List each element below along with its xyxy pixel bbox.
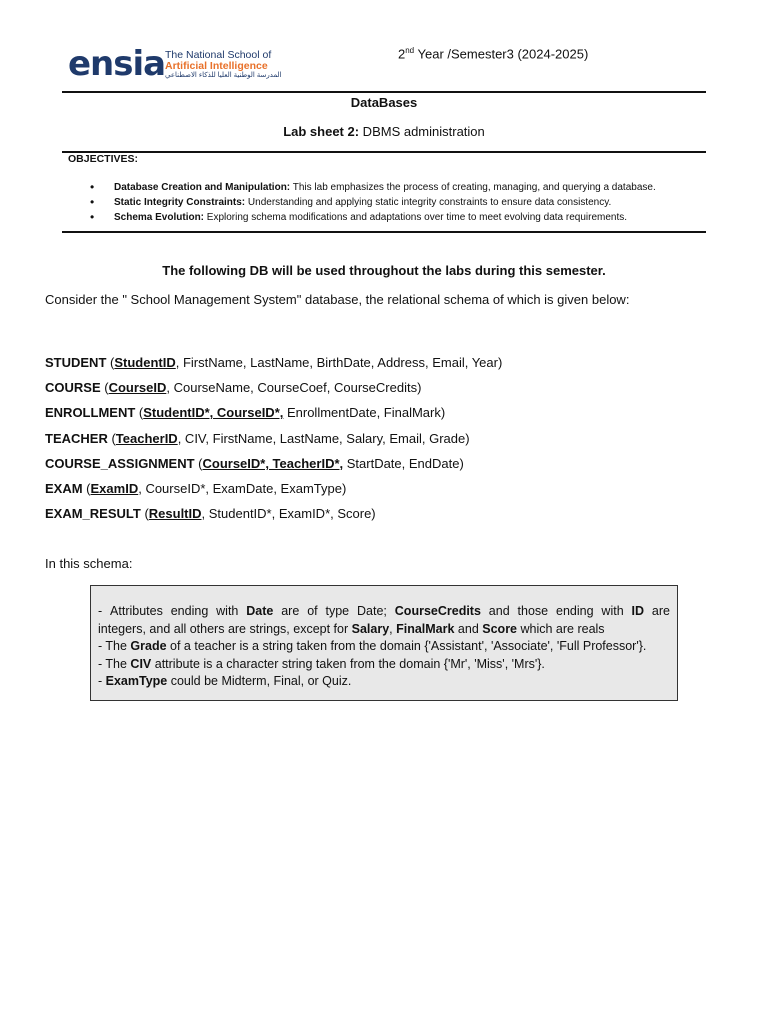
note-line-civ: - The CIV attribute is a character string taken from the domain {'Mr', 'Miss', 'Mrs'}.: [98, 656, 545, 671]
school-logo: [68, 44, 282, 84]
objectives-heading: OBJECTIVES:: [68, 153, 139, 165]
schema-exam: EXAM (ExamID, CourseID*, ExamDate, ExamType): [45, 481, 347, 497]
note-line-grade: - The Grade of a teacher is a string taken from the domain {'Assistant', 'Associate', 'Full Professor'}.: [98, 639, 647, 654]
note-line-reals: integers, and all others are strings, except for Salary, FinalMark and Score which are reals: [98, 621, 605, 636]
objectives-top-rule: [62, 151, 706, 153]
logo-line-2: Artificial Intelligence: [165, 60, 268, 72]
objective-item: • Database Creation and Manipulation: This lab emphasizes the process of creating, managing, and querying a database.: [90, 180, 706, 195]
academic-year: 2nd Year /Semester3 (2024-2025): [398, 46, 589, 62]
intro-text: Consider the " School Management System" database, the relational schema of which is given below:: [45, 292, 630, 307]
intro-heading: The following DB will be used throughout the labs during this semester.: [162, 263, 606, 278]
schema-notes-heading: In this schema:: [45, 556, 133, 571]
objective-item: • Schema Evolution: Exploring schema modifications and adaptations over time to meet evolving data requirements.: [90, 210, 706, 225]
objectives-list: [90, 180, 706, 225]
schema-student: STUDENT (StudentID, FirstName, LastName, BirthDate, Address, Email, Year): [45, 355, 503, 370]
objective-item: • Static Integrity Constraints: Understanding and applying static integrity constraints to ensure data consistency.: [90, 195, 706, 210]
course-title: DataBases: [350, 95, 418, 110]
schema-notes-box: [90, 585, 678, 701]
schema-teacher: TEACHER (TeacherID, CIV, FirstName, LastName, Salary, Email, Grade): [45, 430, 470, 446]
relational-schema: [45, 350, 502, 526]
schema-enrollment: ENROLLMENT (StudentID*, CourseID*, EnrollmentDate, FinalMark): [45, 405, 446, 421]
lab-title: Lab sheet 2: DBMS administration: [283, 124, 485, 139]
objectives-bottom-rule: [62, 231, 706, 233]
schema-exam-result: EXAM_RESULT (ResultID, StudentID*, ExamID*, Score): [45, 506, 376, 522]
note-line-types: - Attributes ending with Date are of type Date; CourseCredits and those ending with ID are: [98, 604, 670, 618]
schema-course-assignment: COURSE_ASSIGNMENT (CourseID*, TeacherID*, StartDate, EndDate): [45, 455, 464, 471]
logo-line-arabic: المدرسة الوطنية العليا للذكاء الاصطناعي: [165, 72, 282, 79]
note-line-examtype: - ExamType could be Midterm, Final, or Quiz.: [98, 674, 352, 689]
logo-line-1: The National School of: [165, 49, 272, 61]
schema-course: COURSE (CourseID, CourseName, CourseCoef, CourseCredits): [45, 380, 422, 396]
header-rule: [62, 91, 706, 93]
logo-wordmark: ensia: [68, 44, 166, 84]
